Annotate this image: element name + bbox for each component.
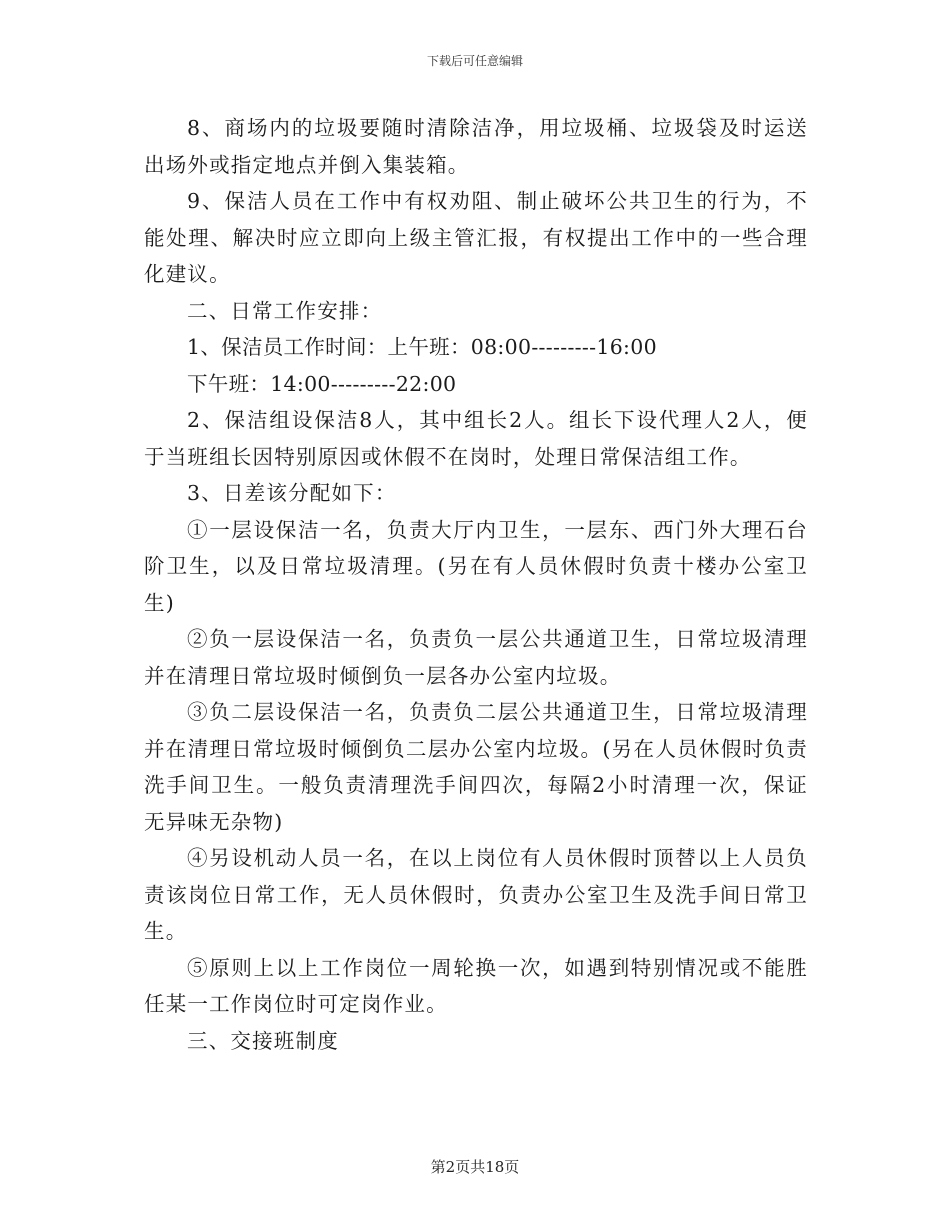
paragraph-assignment-5: ⑤原则上以上工作岗位一周轮换一次，如遇到特别情况或不能胜任某一工作岗位时可定岗作业。 (144, 955, 808, 1016)
paragraph-item-9: 9、保洁人员在工作中有权劝阻、制止破坏公共卫生的行为，不能处理、解决时应立即向上级主管汇报，有权提出工作中的一些合理化建议。 (144, 189, 808, 286)
section-heading-shift-handover: 三、交接班制度 (187, 1028, 339, 1053)
section-heading-daily-work: 二、日常工作安排： (187, 298, 383, 323)
paragraph-assignment-2: ②负一层设保洁一名，负责负一层公共通道卫生，日常垃圾清理并在清理日常垃圾时倾倒负一层各办公室内垃圾。 (144, 627, 808, 688)
paragraph-item-8: 8、商场内的垃圾要随时清除洁净，用垃圾桶、垃圾袋及时运送出场外或指定地点并倒入集装箱。 (144, 116, 808, 177)
paragraph-staffing: 2、保洁组设保洁8人，其中组长2人。组长下设代理人2人，便于当班组长因特别原因或休假不在岗时，处理日常保洁组工作。 (144, 408, 808, 469)
paragraph-assignment-intro: 3、日差该分配如下： (187, 481, 397, 505)
paragraph-assignment-4: ④另设机动人员一名，在以上岗位有人员休假时顶替以上人员负责该岗位日常工作，无人员休假时，负责办公室卫生及洗手间日常卫生。 (144, 846, 808, 943)
paragraph-work-hours-morning: 1、保洁员工作时间：上午班：08:00---------16:00 (187, 335, 657, 359)
document-body (144, 110, 808, 1059)
paragraph-assignment-3: ③负二层设保洁一名，负责负二层公共通道卫生，日常垃圾清理并在清理日常垃圾时倾倒负二层办公室内垃圾。(另在人员休假时负责洗手间卫生。一般负责清理洗手间四次，每隔2小时清理一次，保证无异味无杂物) (144, 700, 808, 834)
page-number-footer: 第2页共18页 (430, 1158, 520, 1176)
paragraph-work-hours-afternoon: 下午班：14:00---------22:00 (187, 371, 457, 396)
page-header-note: 下载后可任意编辑 (426, 54, 523, 68)
paragraph-assignment-1: ①一层设保洁一名，负责大厅内卫生，一层东、西门外大理石台阶卫生，以及日常垃圾清理。(另在有人员休假时负责十楼办公室卫生) (144, 517, 808, 615)
